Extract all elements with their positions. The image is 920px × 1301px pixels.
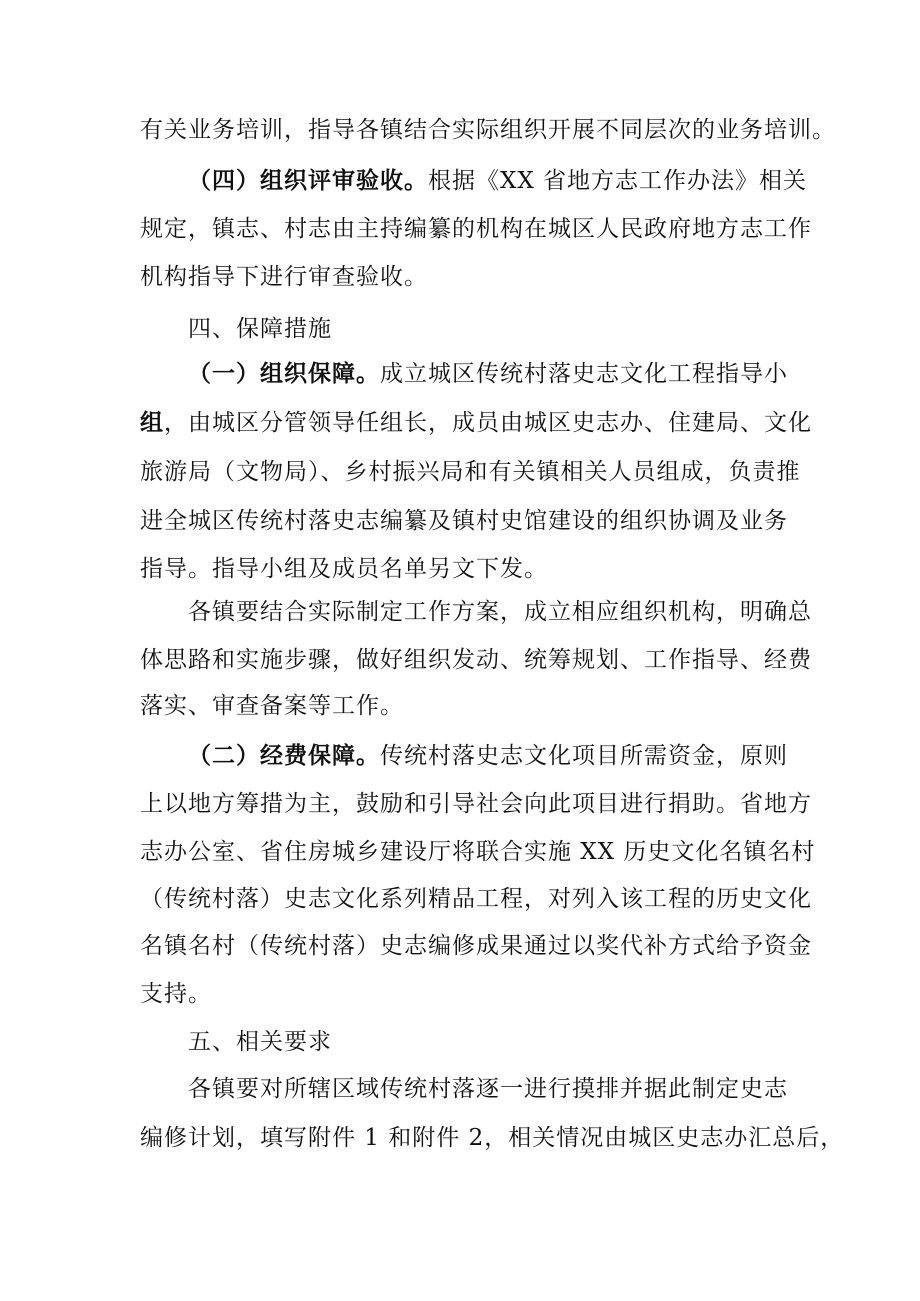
paragraph-line [140,834,815,870]
text-line: 支持。 [140,981,212,1007]
text-line: 成立城区传统村落史志文化工程指导小 [380,361,788,387]
section-label: （一）组织保障。 [188,361,380,387]
paragraph-line [188,738,788,774]
paragraph-line [188,594,812,630]
paragraph-line [140,405,812,441]
text-line: 编修计划，填写附件 1 和附件 2，相关情况由城区史志办汇总后， [140,1125,845,1151]
paragraph-line [140,259,428,295]
paragraph-line [140,786,812,822]
paragraph-line [188,356,788,392]
text-line: ，由城区分管领导任组长，成员由城区史志办、住建局、文化 [164,410,812,436]
text-line: 各镇要结合实际制定工作方案，成立相应组织机构，明确总 [188,599,812,625]
text-line: 志办公室、省住房城乡建设厅将联合实施 XX 历史文化名镇名村 [140,839,816,865]
text-line: 进全城区传统村落史志编纂及镇村史馆建设的组织协调及业务 [140,508,788,534]
text-line: （传统村落）史志文化系列精品工程，对列入该工程的历史文化 [140,886,812,912]
paragraph-line [140,551,548,587]
text-line: 传统村落史志文化项目所需资金，原则 [380,743,788,769]
text-line: 根据《XX 省地方志工作办法》相关 [428,168,808,194]
text-line: 规定，镇志、村志由主持编纂的机构在城区人民政府地方志工作 [140,216,812,242]
text-line: 有关业务培训，指导各镇结合实际组织开展不同层次的业务培训。 [140,117,836,143]
paragraph-line [188,163,807,199]
paragraph-line [140,211,812,247]
section-label: （四）组织评审验收。 [188,168,428,194]
paragraph-line [140,881,812,917]
paragraph-line [140,976,212,1012]
text-line: 上以地方筹措为主，鼓励和引导社会向此项目进行捐助。省地方 [140,791,812,817]
text-line: 体思路和实施步骤，做好组织发动、统筹规划、工作指导、经费 [140,647,812,673]
paragraph-line [140,642,812,678]
paragraph-line [140,688,404,724]
section-heading [188,1024,332,1060]
paragraph-line [140,1120,844,1156]
text-line: 名镇名村（传统村落）史志编修成果通过以奖代补方式给予资金 [140,933,812,959]
paragraph-line [140,928,812,964]
paragraph-line [140,112,836,148]
paragraph-line [140,454,801,490]
section-heading [188,311,332,347]
section-label-continued: 组 [140,410,164,436]
text-line: 落实、审查备案等工作。 [140,693,404,719]
section-label: （二）经费保障。 [188,743,380,769]
text-line: 旅游局（文物局）、乡村振兴局和有关镇相关人员组成，负责推 [140,459,801,485]
paragraph-line [140,503,788,539]
paragraph-line [188,1071,788,1107]
text-line: 机构指导下进行审查验收。 [140,264,428,290]
heading-text: 四、保障措施 [188,316,332,342]
text-line: 各镇要对所辖区域传统村落逐一进行摸排并据此制定史志 [188,1076,788,1102]
heading-text: 五、相关要求 [188,1029,332,1055]
text-line: 指导。指导小组及成员名单另文下发。 [140,556,548,582]
